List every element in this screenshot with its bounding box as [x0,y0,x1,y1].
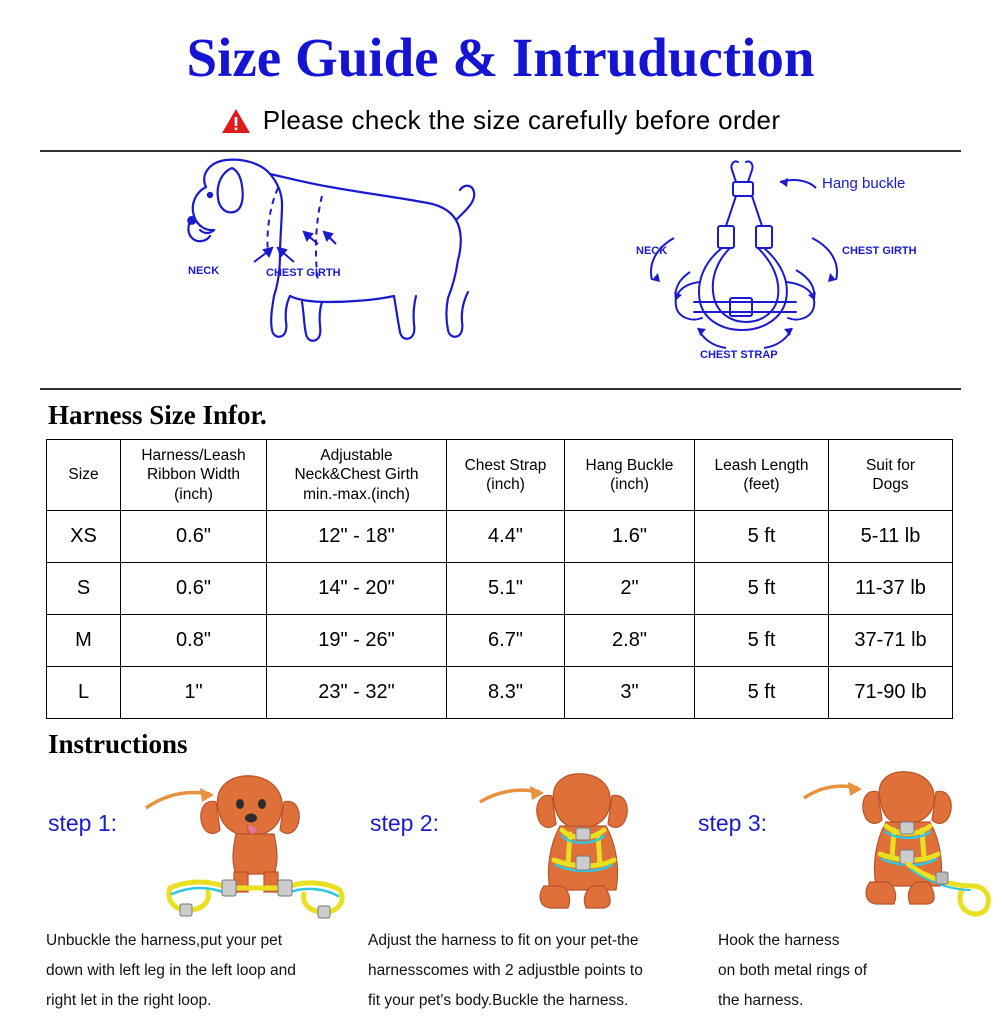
step-1-label: step 1: [48,810,118,836]
cell-size: XS [47,511,121,563]
cell-ribbon-width: 1" [121,667,267,719]
cell-suit-for-dogs: 37-71 lb [829,615,953,667]
cell-chest-strap: 4.4" [447,511,565,563]
cell-chest-strap: 5.1" [447,563,565,615]
label-neck: NECK [188,265,220,277]
cell-ribbon-width: 0.6" [121,511,267,563]
measurement-diagrams [40,152,961,374]
column-header-hang-buckle: Hang Buckle (inch) [565,440,695,511]
label-chest-strap: CHEST STRAP [700,349,778,361]
column-header-leash-length: Leash Length (feet) [695,440,829,511]
step-2-illustration [458,768,680,920]
step-1-caption: Unbuckle the harness,put your pet down with left leg in the left loop and right let in the right loop. [46,932,296,1010]
cell-hang-buckle: 1.6" [565,511,695,563]
step-3-caption: Hook the harness on both metal rings of the harness. [718,932,868,1010]
step-3-illustration [786,768,1001,920]
dog-measurement-diagram [170,154,480,369]
label-harness-chest-girth: CHEST GIRTH [842,245,917,257]
step-3-label: step 3: [698,810,768,836]
divider-mid [40,388,961,390]
step-1-illustration [136,768,358,920]
cell-hang-buckle: 2" [565,563,695,615]
column-header-size: Size [47,440,121,511]
table-row [47,511,953,563]
warning-text: Please check the size carefully before order [262,105,781,135]
cell-leash-length: 5 ft [695,511,829,563]
step-captions [0,926,1001,1010]
cell-size: S [47,563,121,615]
cell-leash-length: 5 ft [695,615,829,667]
step-2-caption: Adjust the harness to fit on your pet-the harnesscomes with 2 adjustble points to fit your pet's body.Buckle the harness. [368,932,643,1010]
cell-suit-for-dogs: 11-37 lb [829,563,953,615]
page-title: Size Guide & Intruduction [186,27,815,88]
cell-girth: 19" - 26" [267,615,447,667]
cell-girth: 14" - 20" [267,563,447,615]
table-row [47,667,953,719]
step-2 [362,768,682,918]
cell-girth: 12" - 18" [267,511,447,563]
column-header-neck-chest-girth: Adjustable Neck&Chest Girth min.-max.(inch) [267,440,447,511]
cell-hang-buckle: 3" [565,667,695,719]
table-row [47,615,953,667]
table-heading: Harness Size Infor. [48,400,267,430]
cell-ribbon-width: 0.8" [121,615,267,667]
column-header-chest-strap: Chest Strap (inch) [447,440,565,511]
table-row [47,563,953,615]
label-hang-buckle: Hang buckle [822,175,906,192]
instruction-steps [0,768,1001,1010]
column-header-ribbon-width: Harness/Leash Ribbon Width (inch) [121,440,267,511]
table-header-row [47,440,953,511]
warning-row [0,105,1001,136]
cell-suit-for-dogs: 5-11 lb [829,511,953,563]
step-2-label: step 2: [370,810,440,836]
size-table [46,439,953,719]
warning-triangle-icon [221,108,251,134]
label-harness-neck: NECK [636,245,668,257]
cell-size: L [47,667,121,719]
cell-leash-length: 5 ft [695,563,829,615]
cell-girth: 23" - 32" [267,667,447,719]
step-3 [690,768,1001,918]
cell-ribbon-width: 0.6" [121,563,267,615]
cell-chest-strap: 8.3" [447,667,565,719]
harness-measurement-diagram [630,152,960,367]
column-header-suit-for-dogs: Suit for Dogs [829,440,953,511]
instructions-heading: Instructions [48,729,188,759]
cell-leash-length: 5 ft [695,667,829,719]
label-chest-girth: CHEST GIRTH [266,267,341,279]
cell-chest-strap: 6.7" [447,615,565,667]
cell-hang-buckle: 2.8" [565,615,695,667]
step-1 [40,768,360,918]
cell-suit-for-dogs: 71-90 lb [829,667,953,719]
cell-size: M [47,615,121,667]
size-guide-page [0,27,1001,1031]
